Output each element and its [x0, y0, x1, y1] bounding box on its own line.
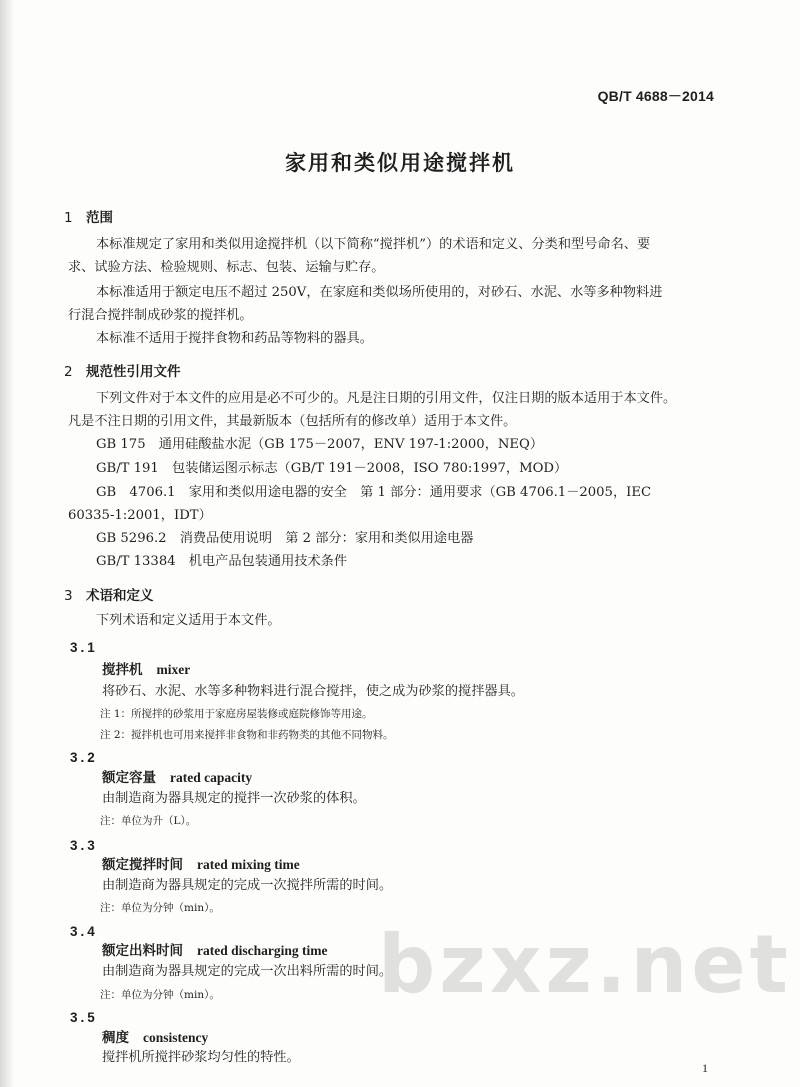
paragraph-line: 本标准适用于额定电压不超过 250V，在家庭和类似场所使用的，对砂石、水泥、水等多种物料进 [96, 285, 663, 300]
term-number: 3.1 [70, 640, 98, 655]
paragraph-line: 下列术语和定义适用于本文件。 [96, 613, 281, 628]
page-number: 1 [702, 1061, 708, 1075]
section-heading-3 [64, 587, 154, 605]
term-title [102, 856, 300, 874]
section-heading-2 [64, 363, 181, 381]
term-en: rated capacity [170, 770, 253, 785]
term-zh: 额定出料时间 [102, 943, 183, 959]
reference-item: GB 4706.1 家用和类似用途电器的安全 第 1 部分：通用要求（GB 4706.1－2005，IEC [96, 485, 652, 500]
document-title: 家用和类似用途搅拌机 [285, 151, 515, 175]
watermark: bzxz.net [378, 918, 792, 1011]
term-zh: 额定容量 [102, 770, 156, 786]
term-en: rated mixing time [197, 857, 300, 872]
term-zh: 额定搅拌时间 [102, 857, 183, 873]
paragraph-line: 本标准不适用于搅拌食物和药品等物料的器具。 [96, 331, 373, 346]
term-number: 3.2 [70, 750, 98, 765]
paragraph-line: 本标准规定了家用和类似用途搅拌机（以下简称“搅拌机”）的术语和定义、分类和型号命名、要 [96, 237, 651, 252]
section-title: 规范性引用文件 [86, 364, 181, 380]
reference-item: GB/T 13384 机电产品包装通用技术条件 [96, 554, 348, 569]
section-number: 2 [64, 364, 73, 380]
term-zh: 搅拌机 [102, 662, 143, 678]
term-en: rated discharging time [197, 943, 328, 958]
term-note: 注：单位为分钟（min）。 [100, 902, 220, 914]
term-zh: 稠度 [102, 1030, 129, 1046]
term-note: 注 1：所搅拌的砂浆用于家庭房屋装修或庭院修饰等用途。 [100, 708, 373, 720]
term-title [102, 1029, 208, 1047]
section-title: 术语和定义 [86, 588, 154, 604]
paragraph-line: 凡是不注日期的引用文件，其最新版本（包括所有的修改单）适用于本文件。 [68, 414, 517, 429]
section-title: 范围 [86, 210, 113, 226]
term-definition: 由制造商为器具规定的搅拌一次砂浆的体积。 [102, 791, 366, 806]
term-note: 注：单位为升（L）。 [100, 815, 197, 827]
section-heading-1 [64, 209, 113, 227]
term-title [102, 942, 328, 960]
paragraph-line: 行混合搅拌制成砂浆的搅拌机。 [68, 308, 253, 323]
reference-item: GB 175 通用硅酸盐水泥（GB 175－2007，ENV 197-1:2000，NEQ） [96, 437, 544, 452]
term-definition: 由制造商为器具规定的完成一次搅拌所需的时间。 [102, 878, 393, 893]
term-note: 注 2：搅拌机也可用来搅拌非食物和非药物类的其他不同物料。 [100, 729, 394, 741]
term-number: 3.4 [70, 924, 98, 939]
paragraph-line: 下列文件对于本文件的应用是必不可少的。凡是注日期的引用文件，仅注日期的版本适用于本文件。 [96, 391, 677, 406]
term-en: consistency [143, 1030, 209, 1045]
term-en: mixer [156, 662, 191, 677]
section-number: 3 [64, 588, 73, 604]
term-number: 3.3 [70, 838, 98, 853]
standard-code: QB/T 4688－2014 [597, 88, 714, 104]
paragraph-line: 求、试验方法、检验规则、标志、包装、运输与贮存。 [68, 260, 385, 275]
section-number: 1 [64, 210, 73, 226]
term-definition: 由制造商为器具规定的完成一次出料所需的时间。 [102, 964, 393, 979]
term-title [102, 769, 252, 787]
term-title [102, 661, 190, 679]
term-definition: 搅拌机所搅拌砂浆均匀性的特性。 [102, 1050, 300, 1065]
term-number: 3.5 [70, 1010, 98, 1025]
reference-item: GB/T 191 包装储运图示标志（GB/T 191－2008，ISO 780:1997，MOD） [96, 461, 568, 476]
reference-item-continued: 60335-1:2001，IDT） [68, 508, 212, 523]
term-definition: 将砂石、水泥、水等多种物料进行混合搅拌，使之成为砂浆的搅拌器具。 [102, 684, 524, 699]
reference-item: GB 5296.2 消费品使用说明 第 2 部分：家用和类似用途电器 [96, 531, 474, 546]
term-note: 注：单位为分钟（min）。 [100, 989, 220, 1001]
